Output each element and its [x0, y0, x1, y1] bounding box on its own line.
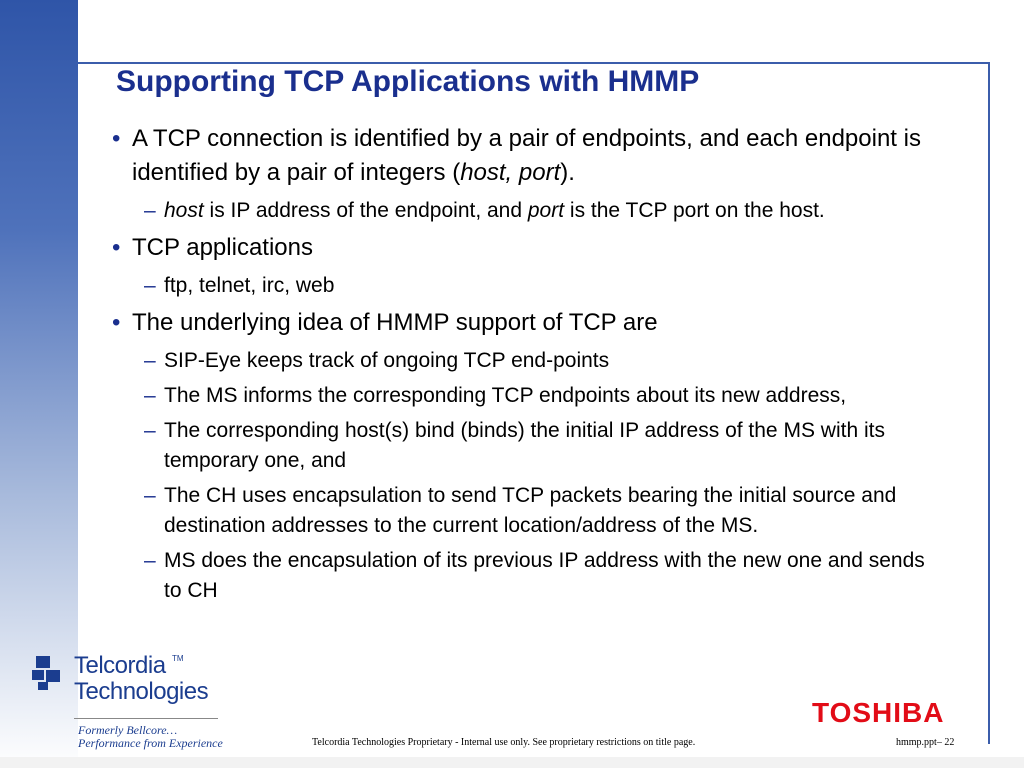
dash-icon: –: [144, 549, 156, 572]
telcordia-name-line2: Technologies: [74, 678, 209, 705]
bullet-item: [112, 122, 942, 190]
dash-icon: –: [144, 349, 156, 372]
telcordia-logo: [30, 652, 230, 750]
dash-icon: –: [144, 274, 156, 297]
bullet-icon: •: [112, 125, 121, 152]
text-run: A TCP connection is identified by a pair of endpoints, and each endpoint is identified by a pair of integers (: [132, 125, 921, 186]
sub-bullet-item: [144, 381, 942, 411]
sub-bullet-item: [144, 196, 942, 226]
text-run: ftp, telnet, irc, web: [164, 274, 335, 297]
sub-bullet-item: [144, 416, 942, 476]
slide-title: Supporting TCP Applications with HMMP: [116, 65, 700, 98]
text-run: ).: [560, 159, 575, 186]
bullet-item: [112, 306, 942, 340]
sub-bullet-item: [144, 481, 942, 541]
telcordia-mark-icon: [30, 654, 70, 694]
slide-body: [112, 122, 942, 611]
frame-right-line: [988, 62, 990, 744]
italic-term: host, port: [460, 159, 561, 186]
text-run: The CH uses encapsulation to send TCP packets bearing the initial source and destination addresses to the current location/address of the MS.: [164, 484, 897, 537]
text-run: The corresponding host(s) bind (binds) the initial IP address of the MS with its temporary one, and: [164, 419, 885, 472]
bullet-item: [112, 231, 942, 265]
telcordia-divider: [74, 718, 218, 719]
footer-proprietary-note: Telcordia Technologies Proprietary - Internal use only. See proprietary restrictions on title page.: [312, 737, 696, 748]
italic-term: host: [164, 199, 204, 222]
text-run: is IP address of the endpoint, and: [203, 199, 528, 222]
sub-bullet-item: [144, 271, 942, 301]
toshiba-logo: TOSHIBA: [812, 697, 945, 728]
text-run: The MS informs the corresponding TCP endpoints about its new address,: [164, 384, 847, 407]
telcordia-tagline: [78, 724, 223, 750]
dash-icon: –: [144, 199, 156, 222]
dash-icon: –: [144, 484, 156, 507]
bottom-band: [0, 757, 1024, 768]
text-run: The underlying idea of HMMP support of TCP are: [132, 309, 658, 336]
bullet-icon: •: [112, 234, 121, 261]
footer-page-number: hmmp.ppt– 22: [896, 737, 955, 748]
telcordia-formerly: Formerly Bellcore…: [78, 723, 178, 737]
sub-bullet-item: [144, 346, 942, 376]
text-run: is the TCP port on the host.: [564, 199, 825, 222]
telcordia-slogan: Performance from Experience: [78, 736, 223, 750]
text-run: SIP-Eye keeps track of ongoing TCP end-points: [164, 349, 610, 372]
dash-icon: –: [144, 384, 156, 407]
text-run: MS does the encapsulation of its previous IP address with the new one and sends to CH: [164, 549, 925, 602]
telcordia-name-line1: Telcordia: [74, 652, 166, 679]
italic-term: port: [527, 199, 565, 222]
telcordia-trademark: TM: [172, 654, 184, 663]
bullet-icon: •: [112, 309, 121, 336]
sub-bullet-item: [144, 546, 942, 606]
dash-icon: –: [144, 419, 156, 442]
text-run: TCP applications: [132, 234, 313, 261]
